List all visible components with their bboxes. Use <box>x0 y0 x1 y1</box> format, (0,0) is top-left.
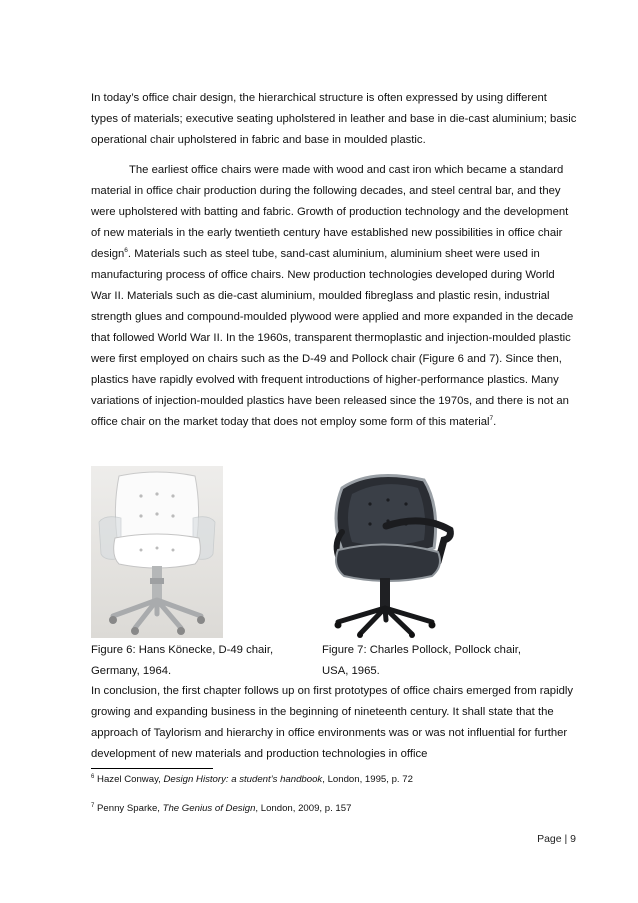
paragraph-1-text: In today’s office chair design, the hierarchical structure is often expressed by using different types of materials; executive seating upholstered in leather and base in die-cast aluminium; basic operational chair upholstered in fabric and base in moulded plastic. <box>91 92 577 146</box>
paragraph-2-text-a: The earliest office chairs were made with wood and cast iron which became a standard material in office chair production during the following decades, and steel central bar, and they were upholstered with batting and fabric. Growth of production technology and the development of new materials in the early twentieth century have established new possibilities in office chair design <box>91 164 569 260</box>
footnote-7-author: Penny Sparke, <box>94 803 163 814</box>
page-number: Page | 9 <box>537 833 576 845</box>
figure-6-caption <box>91 640 273 682</box>
figure-7-caption-line-2: USA, 1965. <box>322 665 380 677</box>
footnote-ref-6[interactable]: 6 <box>124 247 128 255</box>
paragraph-2-text-c: . <box>493 416 497 428</box>
figure-7-image <box>312 466 460 638</box>
footnote-6-title: Design History: a student’s handbook <box>163 774 323 785</box>
paragraph-3-text: In conclusion, the first chapter follows up on first prototypes of office chairs emerged from rapidly growing and expanding business in the beginning of nineteenth century. It shall state that the approach of Taylorism and hierarchy in office environments was or was not influential for further development of new materials and production technologies in office <box>91 685 574 760</box>
figure-6-caption-line-1: Figure 6: Hans Könecke, D-49 chair, <box>91 644 274 656</box>
paragraph-1 <box>91 88 577 151</box>
paragraph-2 <box>91 160 577 433</box>
black-leather-office-chair-illustration <box>312 466 460 638</box>
footnote-6-details: , London, 1995, p. 72 <box>322 774 413 785</box>
footnote-7-number: 7 <box>91 802 95 809</box>
footnote-ref-7[interactable]: 7 <box>489 415 494 423</box>
paragraph-2-text-b: . Materials such as steel tube, sand-cast aluminium, aluminium sheet were used in manufacturing process of office chairs. New production technologies developed during World War II. Materials such as die-cast aluminium, moulded fibreglass and plastic resin, industrial strength glues and compound-moulded plywood were applied and more expanded in the decade that followed World War II. In the 1960s, transparent thermoplastic and injection-moulded plastic were first employed on chairs such as the D-49 and Pollock chair (Figure 6 and 7). Since then, plastics have rapidly evolved with frequent introductions of higher-performance plastics. Many variations of injection-moulded plastics have been released since the 1970s, and there is not an office chair on the market today that does not employ some form of this material <box>91 248 574 428</box>
footnote-6-author: Hazel Conway, <box>94 774 164 785</box>
footnote-6 <box>91 773 413 786</box>
figure-6-caption-line-2: Germany, 1964. <box>91 665 172 677</box>
footnote-separator <box>91 768 213 769</box>
paragraph-3 <box>91 681 577 765</box>
white-office-chair-illustration <box>91 466 223 638</box>
footnote-7-title: The Genius of Design <box>162 803 256 814</box>
footnote-7 <box>91 802 351 815</box>
figure-6-image <box>91 466 223 638</box>
footnote-7-details: , London, 2009, p. 157 <box>255 803 352 814</box>
figure-7-caption <box>322 640 521 682</box>
footnote-6-number: 6 <box>91 773 95 780</box>
figure-7-caption-line-1: Figure 7: Charles Pollock, Pollock chair, <box>322 644 522 656</box>
